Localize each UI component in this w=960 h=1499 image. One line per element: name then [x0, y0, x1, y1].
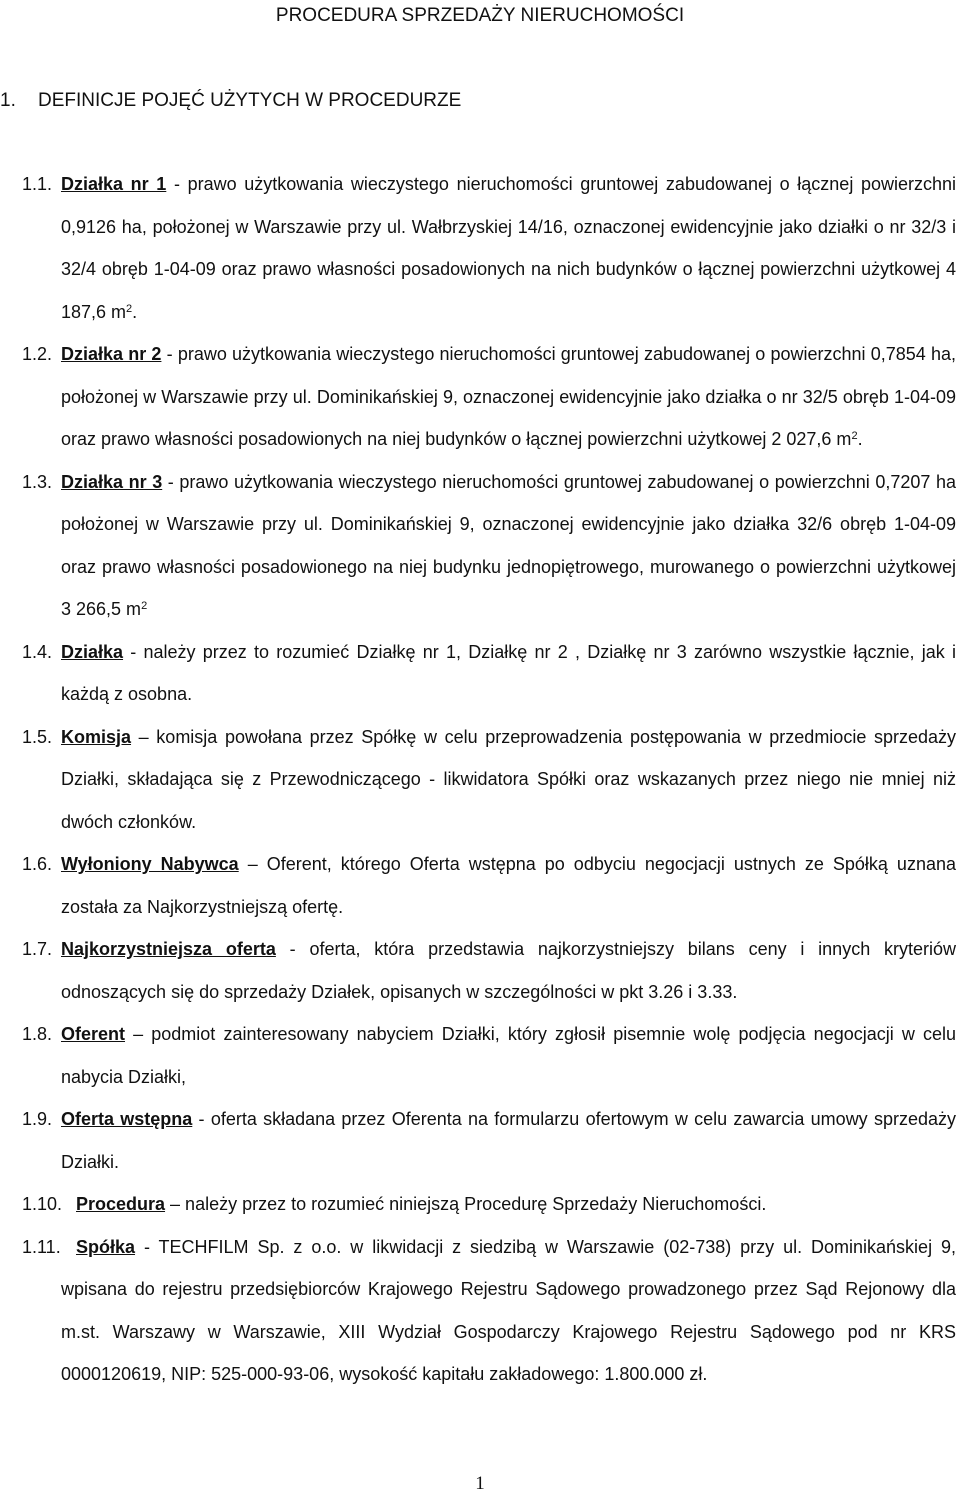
item-text: - oferta, która przedstawia najkorzystniejszy bilans ceny i innych kryteriów odnoszących się do sprzedaży Działek, opisanych w szczególności w pkt 3.26 i 3.33.	[61, 939, 957, 1002]
item-term: Najkorzystniejsza oferta	[61, 939, 276, 959]
item-text: - prawo użytkowania wieczystego nieruchomości gruntowej zabudowanej o powierzchni 0,7207 ha położonej w Warszawie przy ul. Dominikańskiej 9, oznaczonej ewidencyjnie jako działka 32/6 obręb 1-04-09 oraz prawo własności posadowionego na niej budynku jednopiętrowego, murowanego o powierzchni użytkowej 3 266,5 m	[61, 471, 956, 619]
item-body	[61, 1226, 956, 1396]
item-body	[61, 1098, 956, 1183]
item-body	[76, 1183, 956, 1226]
page-number: 1	[475, 1473, 485, 1494]
item-body	[61, 163, 956, 333]
item-text: – należy przez to rozumieć niniejszą Procedurę Sprzedaży Nieruchomości.	[165, 1194, 767, 1214]
list-item	[0, 928, 960, 1013]
item-text: - TECHFILM Sp. z o.o. w likwidacji z siedzibą w Warszawie (02-738) przy ul. Dominikańskiej 9, wpisana do rejestru przedsiębiorców Krajowego Rejestru Sądowego prowadzonego przez Sąd Rejonowy dla m.st. Warszawy w Warszawie, XIII Wydział Gospodarczy Krajowego Rejestru Sądowego pod nr KRS 0000120619, NIP: 525-000-93-06, wysokość kapitału zakładowego: 1.800.000 zł.	[61, 1236, 956, 1384]
definitions-list	[0, 163, 960, 1396]
item-term: Działka nr 1	[61, 174, 167, 194]
item-body	[61, 716, 956, 844]
item-number: 1.9.	[22, 1109, 53, 1129]
item-text: – Oferent, którego Oferta wstępna po odbyciu negocjacji ustnych ze Spółką uznana została za Najkorzystniejszą ofertę.	[61, 854, 956, 917]
item-tail: .	[132, 301, 138, 322]
item-term: Działka nr 2	[61, 344, 162, 364]
item-body	[61, 333, 956, 461]
item-number: 1.6.	[22, 854, 53, 874]
item-text: – komisja powołana przez Spółkę w celu przeprowadzenia postępowania w przedmiocie sprzedaży Działki, składająca się z Przewodniczącego - likwidatora Spółki oraz wskazanych przez niego nie mniej niż dwóch członków.	[61, 726, 956, 832]
item-superscript: 2	[141, 600, 148, 612]
item-body	[61, 631, 956, 716]
list-item	[0, 1226, 960, 1396]
list-item	[0, 1183, 960, 1226]
item-term: Oferta wstępna	[61, 1109, 193, 1129]
list-item	[0, 1013, 960, 1098]
item-body	[61, 1013, 956, 1098]
item-superscript: 2	[851, 430, 858, 442]
item-number: 1.11.	[22, 1236, 61, 1257]
item-number: 1.2.	[22, 344, 53, 364]
item-term: Procedura	[76, 1194, 166, 1214]
item-text: – podmiot zainteresowany nabyciem Działki, który zgłosił pisemnie wolę podjęcia negocjacji w celu nabycia Działki,	[61, 1024, 956, 1087]
item-text: - należy przez to rozumieć Działkę nr 1, Działkę nr 2 , Działkę nr 3 zarówno wszystkie łącznie, jak i każdą z osobna.	[61, 641, 956, 704]
item-text: - prawo użytkowania wieczystego nieruchomości gruntowej zabudowanej o powierzchni 0,7854 ha, położonej w Warszawie przy ul. Dominikańskiej 9, oznaczonej ewidencyjnie jako działka o nr 32/5 obręb 1-04-09 oraz prawo własności posadowionych na niej budynków o łącznej powierzchni użytkowej 2 027,6 m	[61, 344, 956, 449]
item-number: 1.3.	[22, 471, 53, 492]
list-item	[0, 843, 960, 928]
item-number: 1.5.	[22, 726, 53, 747]
item-term: Wyłoniony Nabywca	[61, 854, 239, 874]
item-body	[61, 843, 956, 928]
item-body	[61, 461, 956, 631]
item-number: 1.8.	[22, 1024, 53, 1044]
item-term: Działka nr 3	[61, 471, 163, 492]
item-term: Spółka	[76, 1236, 136, 1257]
list-item	[0, 631, 960, 716]
section-title: DEFINICJE POJĘĆ UŻYTYCH W PROCEDURZE	[38, 90, 462, 111]
item-text: - oferta składana przez Oferenta na formularzu ofertowym w celu zawarcia umowy sprzedaży Działki.	[61, 1109, 956, 1172]
list-item	[0, 461, 960, 631]
document-title: PROCEDURA SPRZEDAŻY NIERUCHOMOŚCI	[275, 5, 685, 26]
item-number: 1.7.	[22, 939, 53, 959]
item-term: Komisja	[61, 726, 132, 747]
item-term: Działka	[61, 641, 124, 662]
item-term: Oferent	[61, 1024, 126, 1044]
item-number: 1.1.	[22, 174, 53, 194]
list-item	[0, 163, 960, 333]
item-text: - prawo użytkowania wieczystego nieruchomości gruntowej zabudowanej o łącznej powierzchni 0,9126 ha, położonej w Warszawie przy ul. Wałbrzyskiej 14/16, oznaczonej ewidencyjnie jako działki o nr 32/3 i 32/4 obręb 1-04-09 oraz prawo własności posadowionych na nich budynków o łącznej powierzchni użytkowej 4 187,6 m	[61, 174, 956, 322]
list-item	[0, 1098, 960, 1183]
item-tail: .	[857, 429, 863, 449]
section-number: 1.	[0, 90, 16, 111]
item-number: 1.4.	[22, 641, 53, 662]
item-superscript: 2	[126, 302, 133, 315]
item-number: 1.10.	[22, 1194, 63, 1214]
list-item	[0, 716, 960, 844]
item-body	[61, 928, 956, 1013]
list-item	[0, 333, 960, 461]
